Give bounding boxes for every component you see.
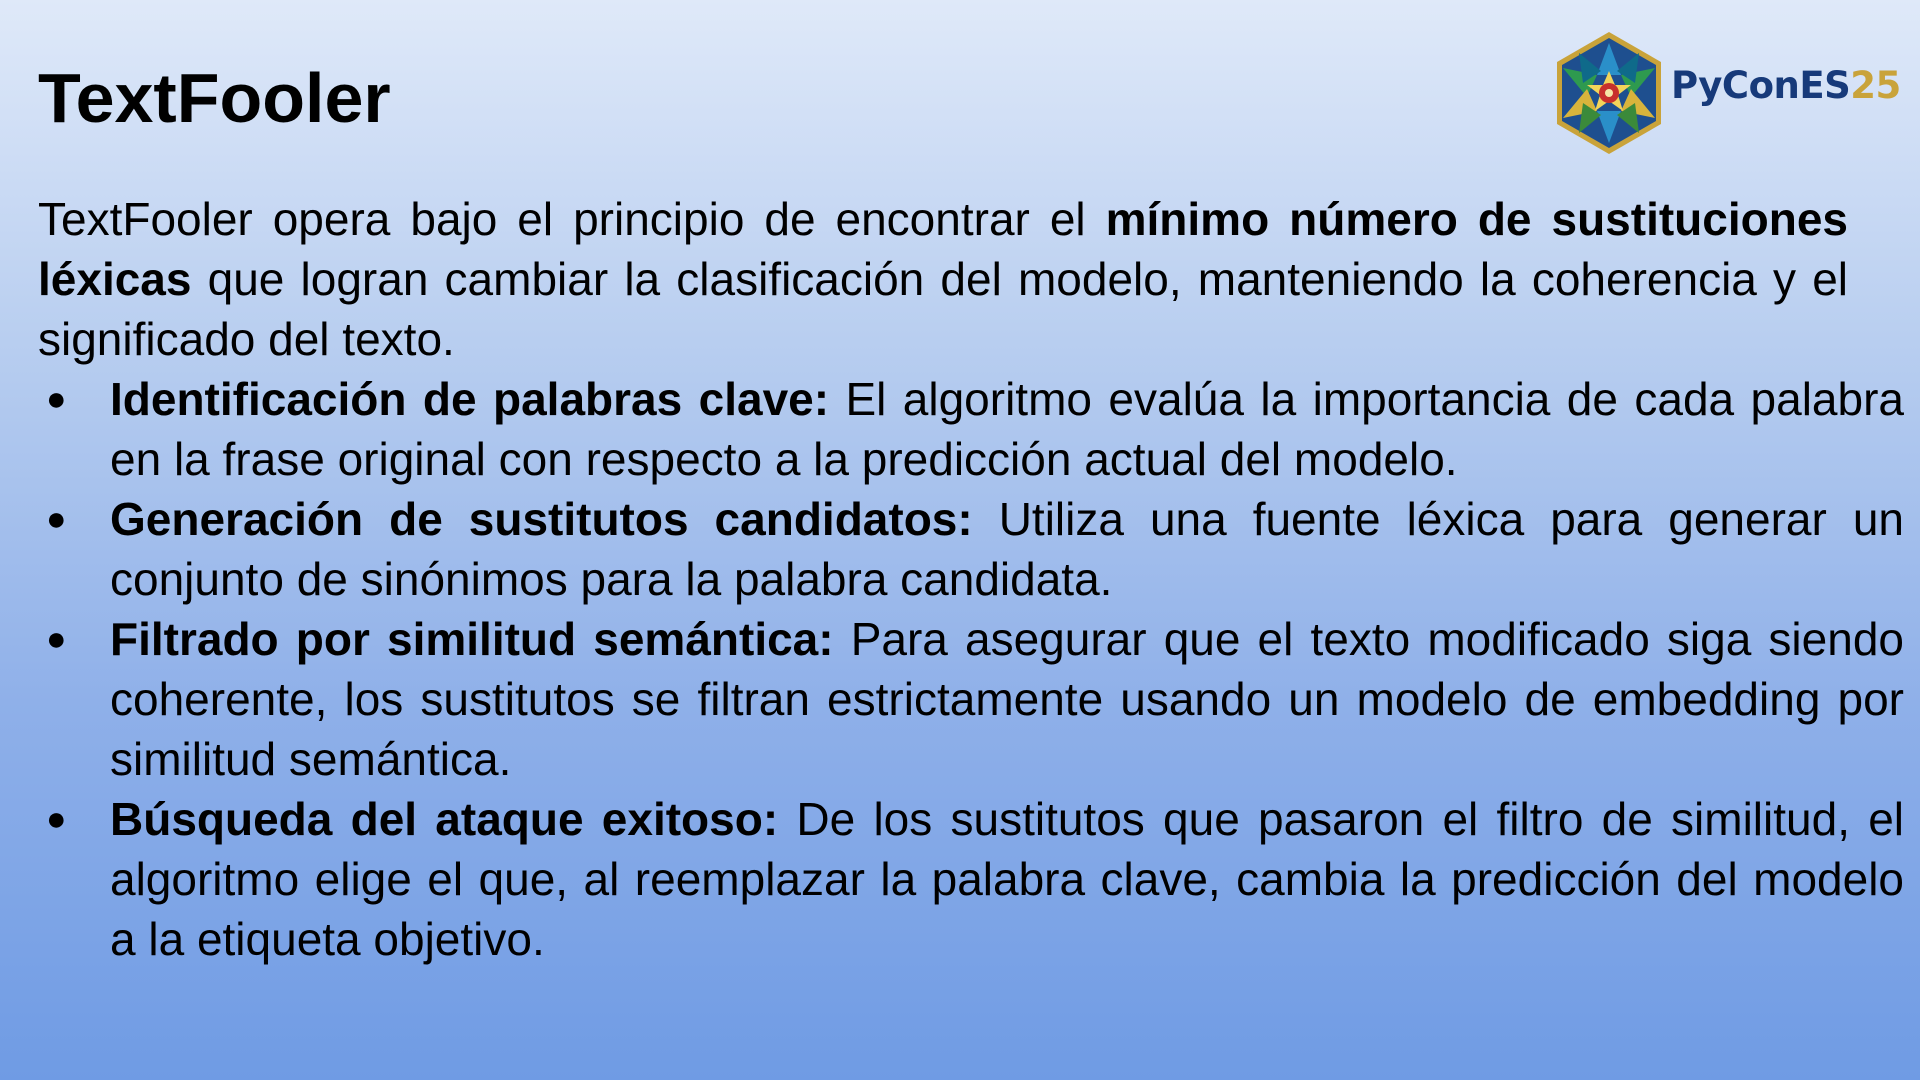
- intro-text-start: TextFooler opera bajo el principio de encontrar el: [38, 193, 1106, 245]
- bullet-text: Utiliza una fuente léxica para generar un conjunto de sinónimos para la palabra candidata.: [110, 493, 1904, 605]
- bullet-item: [38, 609, 1904, 789]
- bullet-dot-icon: ●: [46, 500, 67, 538]
- bullet-text: De los sustitutos que pasaron el filtro de similitud, el algoritmo elige el que, al reemplazar la palabra clave, cambia la predicción del modelo a la etiqueta objetivo.: [110, 793, 1905, 965]
- bullet-label: Generación de sustitutos candidatos:: [110, 493, 973, 545]
- bullet-item: [38, 489, 1904, 609]
- bullet-item: [38, 369, 1904, 489]
- bullet-list: [38, 369, 1905, 969]
- intro-text-end: que logran cambiar la clasificación del modelo, manteniendo la coherencia y el significado del texto.: [38, 253, 1848, 365]
- slide-body: [38, 189, 1905, 969]
- bullet-item: [38, 789, 1904, 969]
- bullet-text: Para asegurar que el texto modificado siga siendo coherente, los sustitutos se filtran estrictamente usando un modelo de embedding por similitud semántica.: [110, 613, 1904, 785]
- pycones-emblem-icon: [1553, 30, 1665, 156]
- intro-emphasis: mínimo número de sustituciones léxicas: [38, 193, 1848, 305]
- pycones-logo: [1553, 30, 1901, 156]
- bullet-label: Búsqueda del ataque exitoso:: [110, 793, 779, 845]
- logo-wordmark: [1671, 64, 1901, 107]
- intro-paragraph: [38, 189, 1848, 369]
- slide-title: TextFooler: [38, 59, 391, 137]
- bullet-label: Identificación de palabras clave:: [110, 373, 830, 425]
- bullet-dot-icon: ●: [46, 380, 67, 418]
- logo-year: 25: [1850, 64, 1901, 107]
- bullet-label: Filtrado por similitud semántica:: [110, 613, 834, 665]
- logo-name: PyConES: [1671, 64, 1851, 107]
- bullet-dot-icon: ●: [46, 620, 67, 658]
- bullet-text: El algoritmo evalúa la importancia de cada palabra en la frase original con respecto a la predicción actual del modelo.: [110, 373, 1904, 485]
- bullet-dot-icon: ●: [46, 800, 67, 838]
